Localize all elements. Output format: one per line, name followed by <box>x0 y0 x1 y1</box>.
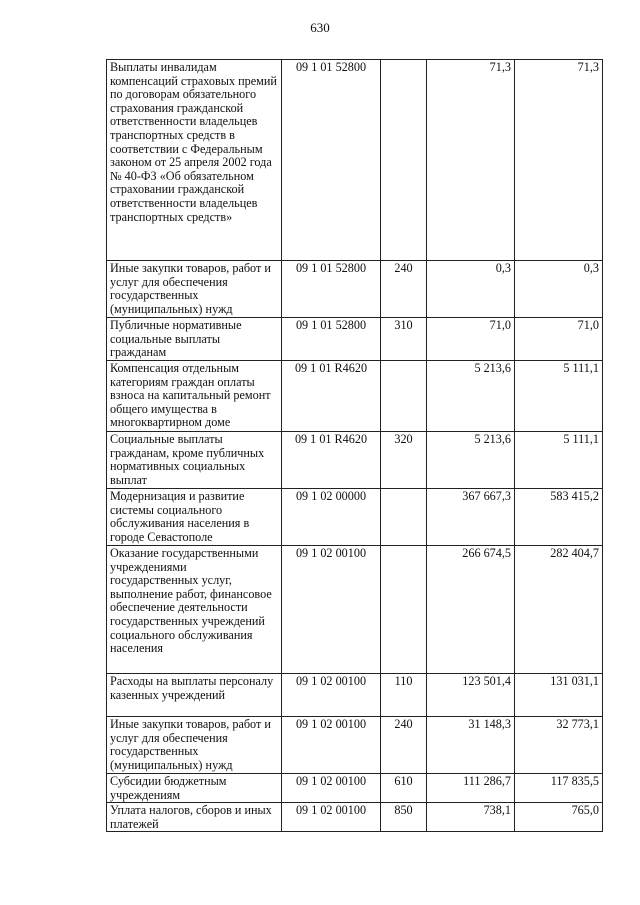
expense-type <box>381 489 427 546</box>
expense-name: Иные закупки товаров, работ и услуг для обеспечения государственных (муниципальных) нужд <box>107 717 282 774</box>
amount-year-2: 0,3 <box>515 261 603 318</box>
target-code: 09 1 01 R4620 <box>282 432 381 489</box>
target-code: 09 1 01 R4620 <box>282 361 381 432</box>
target-code: 09 1 02 00000 <box>282 489 381 546</box>
amount-year-1: 0,3 <box>427 261 515 318</box>
amount-year-1: 123 501,4 <box>427 674 515 717</box>
amount-year-1: 31 148,3 <box>427 717 515 774</box>
expense-type: 240 <box>381 717 427 774</box>
target-code: 09 1 02 00100 <box>282 774 381 803</box>
budget-table <box>106 59 603 832</box>
amount-year-2: 71,3 <box>515 60 603 261</box>
amount-year-2: 71,0 <box>515 318 603 361</box>
expense-type: 310 <box>381 318 427 361</box>
target-code: 09 1 02 00100 <box>282 717 381 774</box>
expense-name: Уплата налогов, сборов и иных платежей <box>107 803 282 832</box>
expense-name: Расходы на выплаты персоналу казенных учреждений <box>107 674 282 717</box>
amount-year-2: 32 773,1 <box>515 717 603 774</box>
expense-type <box>381 60 427 261</box>
table-row <box>107 717 603 774</box>
expense-name: Иные закупки товаров, работ и услуг для обеспечения государственных (муниципальных) нужд <box>107 261 282 318</box>
amount-year-1: 266 674,5 <box>427 546 515 674</box>
expense-type <box>381 361 427 432</box>
amount-year-1: 367 667,3 <box>427 489 515 546</box>
expense-type: 850 <box>381 803 427 832</box>
amount-year-1: 5 213,6 <box>427 361 515 432</box>
table-row <box>107 361 603 432</box>
expense-name: Публичные нормативные социальные выплаты гражданам <box>107 318 282 361</box>
amount-year-1: 5 213,6 <box>427 432 515 489</box>
expense-type: 110 <box>381 674 427 717</box>
expense-name: Модернизация и развитие системы социального обслуживания населения в городе Севастополе <box>107 489 282 546</box>
expense-name: Социальные выплаты гражданам, кроме публичных нормативных социальных выплат <box>107 432 282 489</box>
table-row <box>107 261 603 318</box>
table-row <box>107 774 603 803</box>
expense-name: Компенсация отдельным категориям граждан оплаты взноса на капитальный ремонт общего имущества в многоквартирном доме <box>107 361 282 432</box>
amount-year-2: 765,0 <box>515 803 603 832</box>
target-code: 09 1 02 00100 <box>282 546 381 674</box>
expense-type: 610 <box>381 774 427 803</box>
target-code: 09 1 02 00100 <box>282 803 381 832</box>
table-row <box>107 803 603 832</box>
target-code: 09 1 01 52800 <box>282 60 381 261</box>
expense-type <box>381 546 427 674</box>
amount-year-2: 5 111,1 <box>515 432 603 489</box>
expense-name: Оказание государственными учреждениями государственных услуг, выполнение работ, финансовое обеспечение деятельности государственных учреждений социального обслуживания населения <box>107 546 282 674</box>
amount-year-2: 131 031,1 <box>515 674 603 717</box>
target-code: 09 1 01 52800 <box>282 318 381 361</box>
amount-year-2: 282 404,7 <box>515 546 603 674</box>
amount-year-1: 738,1 <box>427 803 515 832</box>
table-row <box>107 432 603 489</box>
page-number: 630 <box>310 20 330 35</box>
table-row <box>107 674 603 717</box>
table-row <box>107 546 603 674</box>
expense-name: Выплаты инвалидам компенсаций страховых премий по договорам обязательного страхования гражданской ответственности владельцев транспортных средств в соответствии с Федеральным законом от 25 апреля 2002 года № 40-ФЗ «Об обязательном страховании гражданской ответственности владельцев транспортных средств» <box>107 60 282 261</box>
expense-type: 240 <box>381 261 427 318</box>
amount-year-2: 5 111,1 <box>515 361 603 432</box>
target-code: 09 1 01 52800 <box>282 261 381 318</box>
expense-name: Субсидии бюджетным учреждениям <box>107 774 282 803</box>
target-code: 09 1 02 00100 <box>282 674 381 717</box>
amount-year-1: 111 286,7 <box>427 774 515 803</box>
expense-type: 320 <box>381 432 427 489</box>
table-row <box>107 489 603 546</box>
amount-year-1: 71,0 <box>427 318 515 361</box>
table-row <box>107 60 603 261</box>
amount-year-2: 583 415,2 <box>515 489 603 546</box>
amount-year-2: 117 835,5 <box>515 774 603 803</box>
table-row <box>107 318 603 361</box>
amount-year-1: 71,3 <box>427 60 515 261</box>
